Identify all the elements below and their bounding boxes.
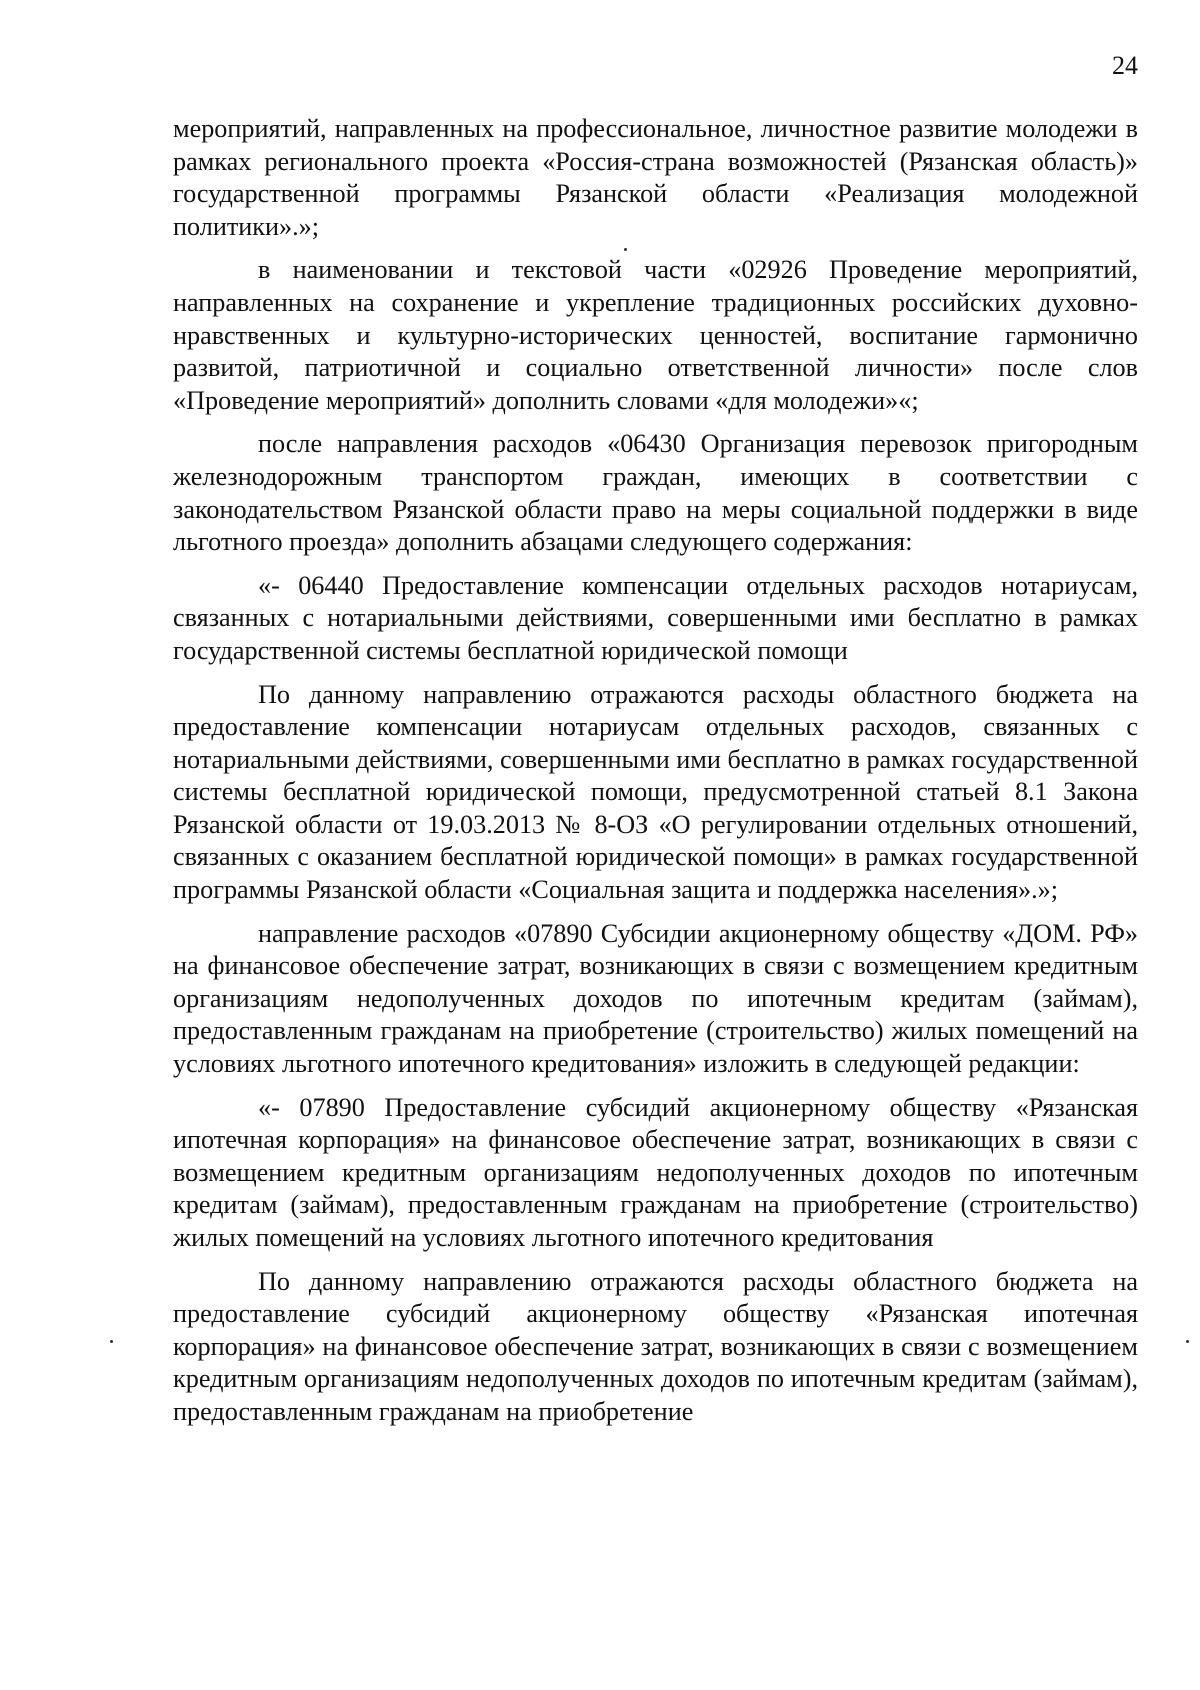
paragraph-06430-insert: после направления расходов «06430 Организация перевозок пригородным железнодорожным транспортом граждан, имеющих в соответствии с законодательством Рязанской области право на меры социальной поддержки в виде льготного проезда» дополнить абзацами следующего содержания: [173, 429, 1138, 557]
paragraph-06440-description: По данному направлению отражаются расходы областного бюджета на предоставление компенсации нотариусам отдельных расходов, связанных с нотариальными действиями, совершенными ими бесплатно в рамках государственной системы бесплатной юридической помощи, предусмотренной статьей 8.1 Закона Рязанской области от 19.03.2013 № 8-ОЗ «О регулировании отдельных отношений, связанных с оказанием бесплатной юридической помощи» в рамках государственной программы Рязанской области «Социальная защита и поддержка населения».»; [173, 679, 1138, 905]
scan-speck [1186, 1340, 1189, 1343]
document-body [173, 113, 1138, 1440]
scan-speck [624, 248, 627, 251]
paragraph-continuation: мероприятий, направленных на профессиональное, личностное развитие молодежи в рамках регионального проекта «Россия-страна возможностей (Рязанская область)» государственной программы Рязанской области «Реализация молодежной политики».»; [173, 114, 1138, 241]
page-number: 24 [1112, 51, 1138, 80]
paragraph-07890-amendment: направление расходов «07890 Субсидии акционерному обществу «ДОМ. РФ» на финансовое обеспечение затрат, возникающих в связи с возмещением кредитным организациям недополученных доходов по ипотечным кредитам (займам), предоставленным гражданам на приобретение (строительство) жилых помещений на условиях льготного ипотечного кредитования» изложить в следующей редакции: [173, 918, 1138, 1079]
paragraph-06440-title: «- 06440 Предоставление компенсации отдельных расходов нотариусам, связанных с нотариальными действиями, совершенными ими бесплатно в рамках государственной системы бесплатной юридической помощи [173, 570, 1138, 665]
paragraph-07890-description: По данному направлению отражаются расходы областного бюджета на предоставление субсидий акционерному обществу «Рязанская ипотечная корпорация» на финансовое обеспечение затрат, возникающих в связи с возмещением кредитным организациям недополученных доходов по ипотечным кредитам (займам), предоставленным гражданам на приобретение [173, 1266, 1138, 1426]
scan-speck [110, 1340, 113, 1343]
paragraph-02926-amendment: в наименовании и текстовой части «02926 Проведение мероприятий, направленных на сохранение и укрепление традиционных российских духовно-нравственных и культурно-исторических ценностей, воспитание гармонично развитой, патриотичной и социально ответственной личности» после слов «Проведение мероприятий» дополнить словами «для молодежи»«; [173, 255, 1138, 415]
paragraph-07890-title: «- 07890 Предоставление субсидий акционерному обществу «Рязанская ипотечная корпорация» на финансовое обеспечение затрат, возникающих в связи с возмещением кредитным организациям недополученных доходов по ипотечным кредитам (займам), предоставленным гражданам на приобретение (строительство) жилых помещений на условиях льготного ипотечного кредитования [173, 1092, 1138, 1252]
